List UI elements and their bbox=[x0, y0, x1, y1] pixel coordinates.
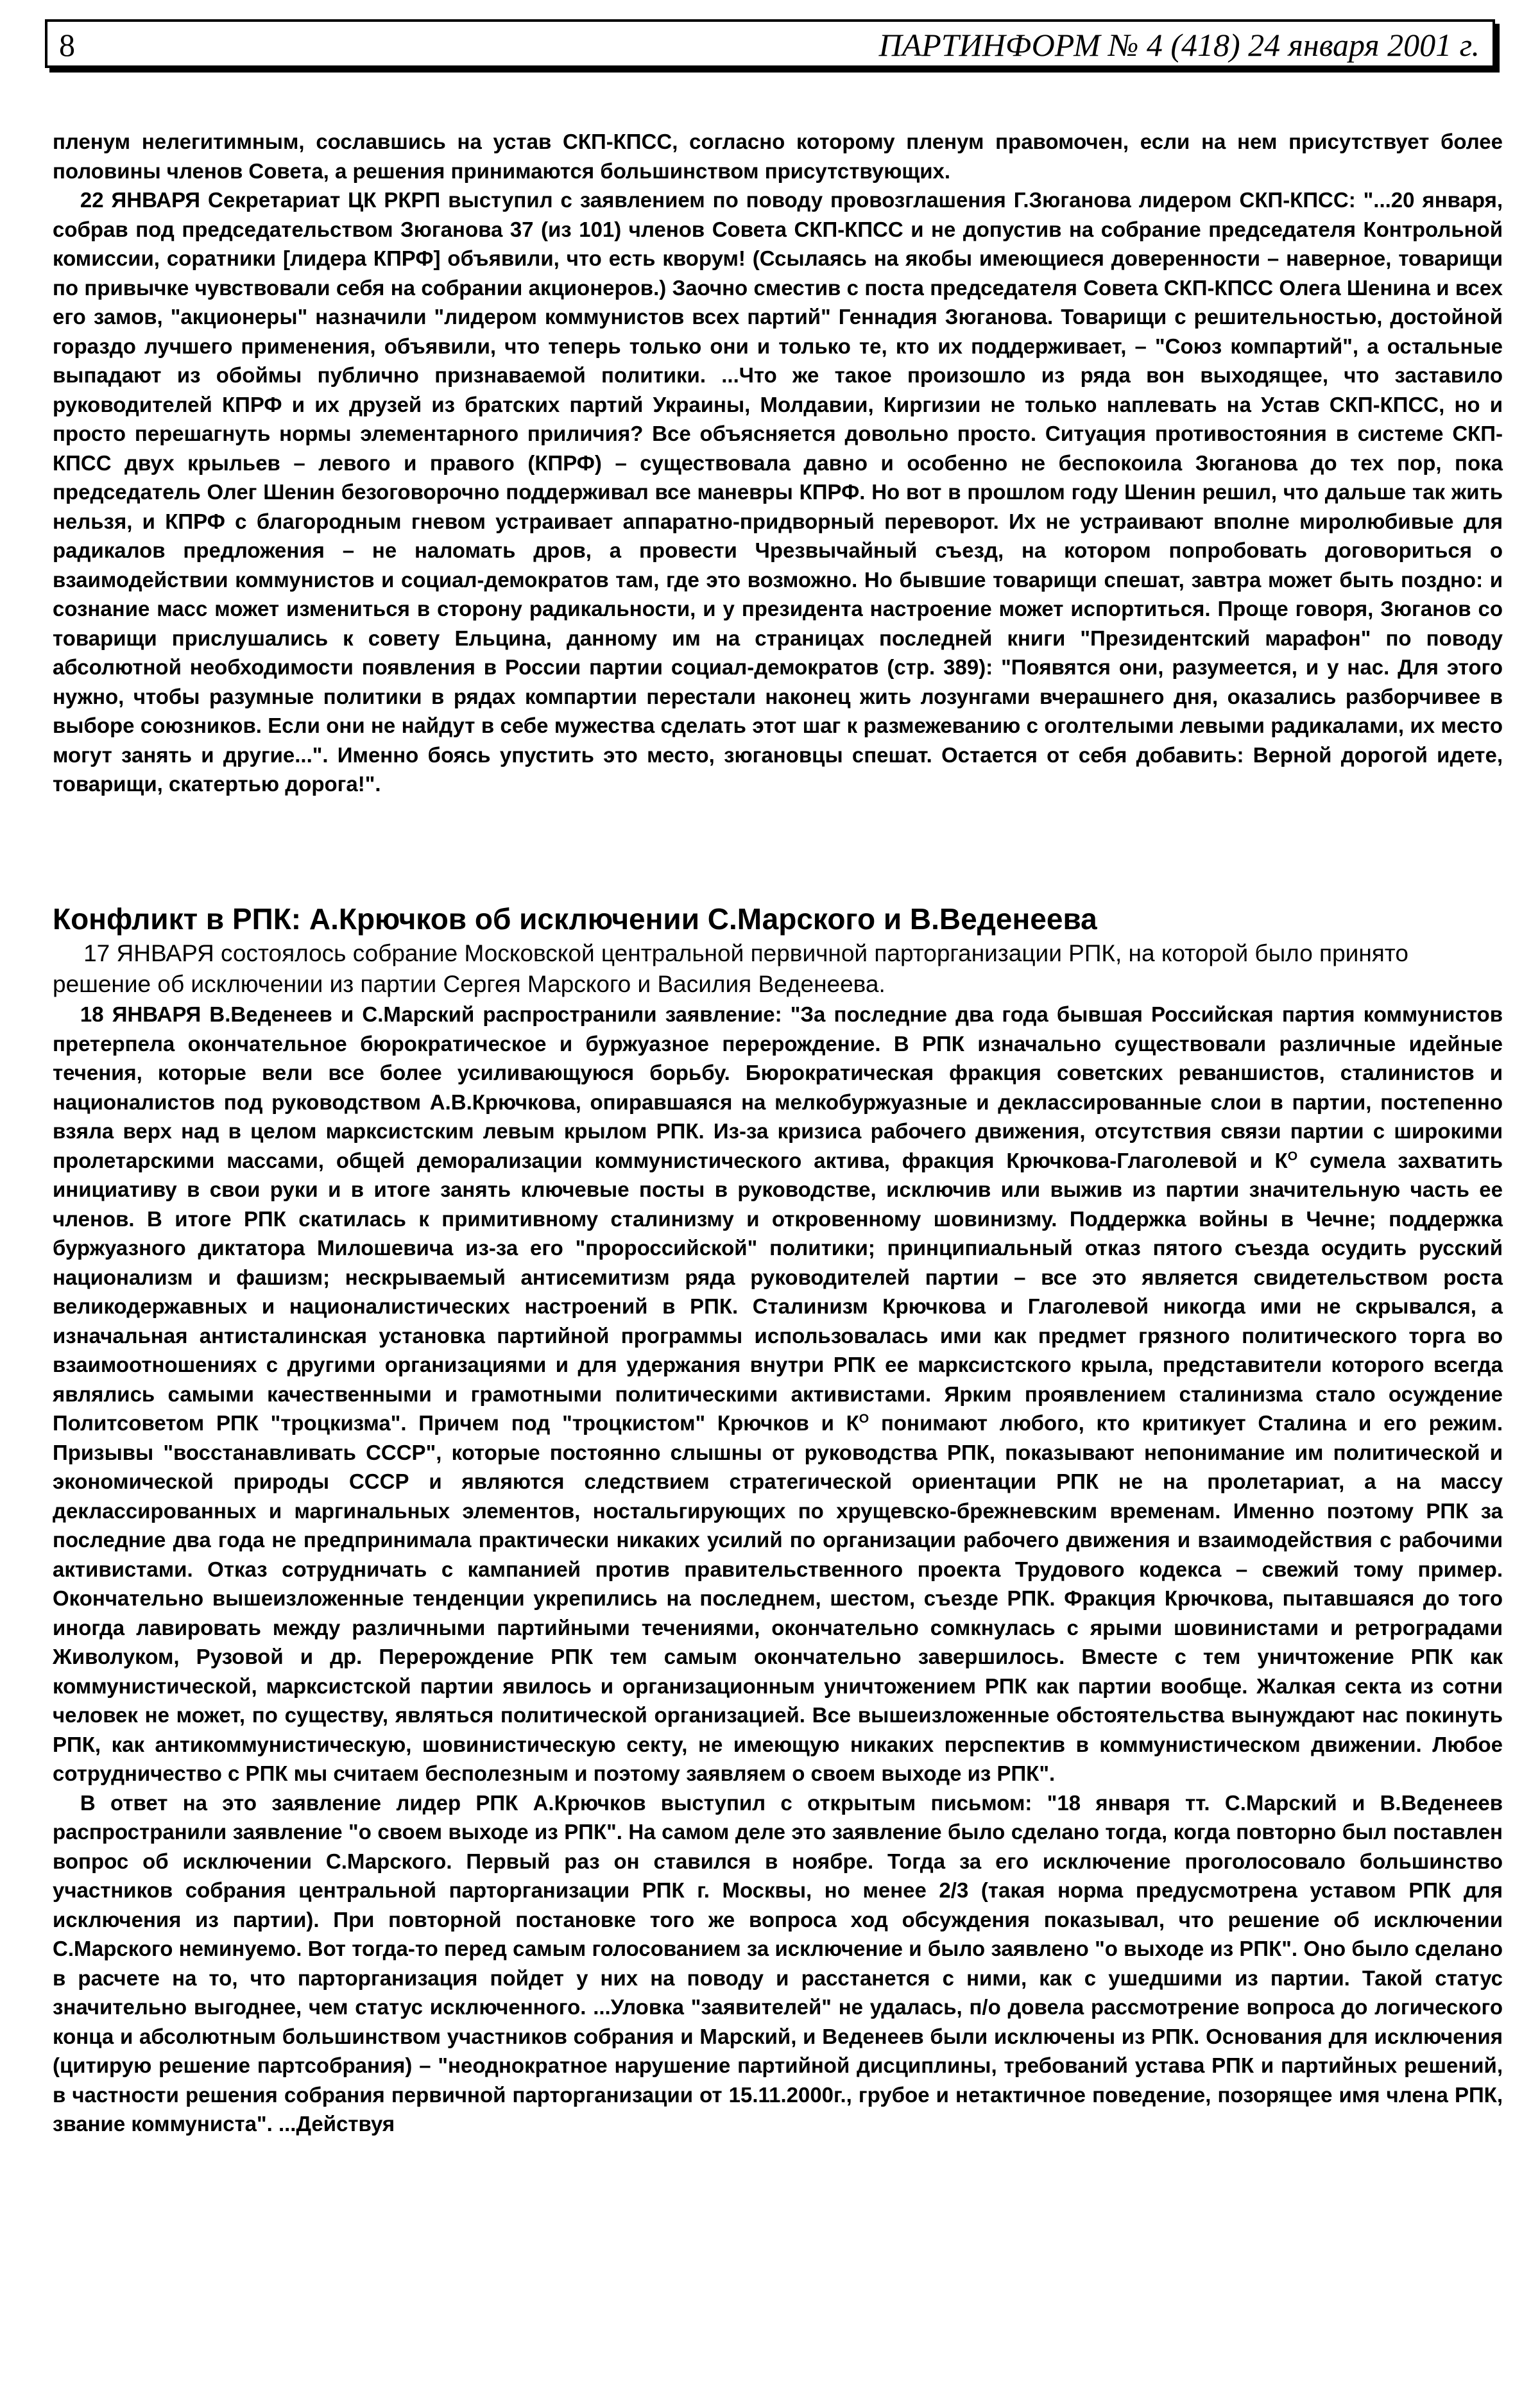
article-section-2 bbox=[53, 900, 1503, 2139]
statement-part-a: 18 ЯНВАРЯ В.Веденеев и С.Марский распространили заявление: "За последние два года бывшая Российская партия коммунистов претерпела окончательное бюрократическое и буржуазное перерождение. В РПК изначально существовали различные идейные течения, которые вели все более усиливающуюся борьбу. Бюрократическая фракция советских реваншистов, сталинистов и националистов под руководством А.В.Крючкова, опиравшаяся на мелкобуржуазные и деклассированные слои в партии, постепенно взяла верх над в целом марксистским левым крылом РПК. Из-за кризиса рабочего движения, отсутствия связи партии с широкими пролетарскими массами, общей деморализации коммунистического актива, фракция Крючкова-Глаголевой и К bbox=[53, 1002, 1503, 1172]
article-body-2 bbox=[53, 1000, 1503, 2139]
paragraph: В ответ на это заявление лидер РПК А.Крючков выступил с открытым письмом: "18 января тт. С.Марский и В.Веденеев распространили заявление "о своем выходе из РПК". На самом деле это заявление было сделано тогда, когда повторно был поставлен вопрос об исключении С.Марского. Первый раз он ставился в ноябре. Тогда за его исключение проголосовало большинство участников собрания центральной парторганизации РПК г. Москвы, но менее 2/3 (такая норма предусмотрена уставом РПК для исключения из партии). При повторной постановке того же вопроса ход обсуждения показывал, что решение об исключении С.Марского неминуемо. Вот тогда-то перед самым голосованием за исключение и было заявлено "о выходе из РПК". Оно было сделано в расчете на то, что парторганизация пойдет у них на поводу и расстанется с ними, как с ушедшими из партии. Такой статус значительно выгоднее, чем статус исключенного. ...Уловка "заявителей" не удалась, п/о довела рассмотрение вопроса до логического конца и абсолютным большинством участников собрания и Марский, и Веденеев были исключены из РПК. Основания для исключения (цитирую решение партсобрания) – "неоднократное нарушение партийной дисциплины, требований устава РПК и партийных решений, в частности решения собрания первичной парторганизации от 15.11.2000г., грубое и нетактичное поведение, позорящее имя члена РПК, звание коммуниста". ...Действуя bbox=[53, 1790, 1503, 2136]
statement-part-c: понимают любого, кто критикует Сталина и его режим. Призывы "восстанавливать СССР", которые постоянно слышны от руководства РПК, показывают непонимание им политической и экономической природы СССР и являются следствием стратегической ориентации РПК не на пролетариат, а на массу деклассированных и маргинальных элементов, ностальгирующих по хрущевско-брежневским временам. Именно поэтому РПК за последние два года не предпринимала практически никаких усилий по организации рабочего движения и взаимодействия с рабочими активистами. Отказ сотрудничать с кампанией против правительственного проекта Трудового кодекса – свежий тому пример. Окончательно вышеизложенные тенденции укрепились на последнем, шестом, съезде РПК. Фракция Крючкова, пытавшаяся до того иногда лавировать между различными партийными течениями, окончательно сомкнулась с ярыми шовинистами и ретроградами Живолуком, Рузовой и др. Перерождение РПК тем самым окончательно завершилось. Вместе с тем уничтожение РПК как коммунистической, марксистской партии явилось и организационным уничтожением РПК как партии вообще. Жалкая секта из сотни человек не может, по существу, являться политической организацией. Все вышеизложенные обстоятельства вынуждают нас покинуть РПК, как антикоммунистическую, шовинистическую секту, не имеющую никаких перспектив в коммунистическом движении. Любое сотрудничество с РПК мы считаем бесполезным и поэтому заявляем о своем выходе из РПК". bbox=[53, 1411, 1503, 1785]
statement-part-b: сумела захватить инициативу в свои руки и в итоге занять ключевые посты в руководстве, исключив или выжив из партии значительную часть ее членов. В итоге РПК скатилась к примитивному сталинизму и откровенному шовинизму. Поддержка войны в Чечне; поддержка буржуазного диктатора Милошевича из-за его "пророссийской" политики; принципиальный отказ пятого съезда осудить русский национализм и фашизм; нескрываемый антисемитизм ряда руководителей партии – все это является свидетельством роста великодержавных и националистических настроений в РПК. Сталинизм Крючкова и Глаголевой никогда ими не скрывался, а изначальная антисталинская установка партийной программы использовалась ими как предмет грязного политического торга во взаимоотношениях с другими организациями и для удержания внутри РПК ее марксистского крыла, представители которого всегда являлись самыми качественными и грамотными политическими активистами. Ярким проявлением сталинизма стало осуждение Политсоветом РПК "троцкизма". Причем под "троцкистом" Крючков и К bbox=[53, 1148, 1503, 1435]
paragraph: 22 ЯНВАРЯ Секретариат ЦК РКРП выступил с заявлением по поводу провозглашения Г.Зюганова лидером СКП-КПСС: "...20 января, собрав под председательством Зюганова 37 (из 101) членов Совета СКП-КПСС и не допустив на собрание председателя Контрольной комиссии, соратники [лидера КПРФ] объявили, что есть кворум! (Ссылаясь на якобы имеющиеся доверенности – наверное, товарищи по привычке чувствовали себя на собрании акционеров.) Заочно сместив с поста председателя Совета СКП-КПСС Олега Шенина и всех его замов, "акционеры" назначили "лидером коммунистов всех партий" Геннадия Зюганова. Товарищи с решительностью, достойной гораздо лучшего применения, объявили, что теперь только они и только те, кто их поддерживает, – "Союз компартий", а остальные выпадают из обоймы публично признаваемой политики. ...Что же такое произошло из ряда вон выходящее, что заставило руководителей КПРФ и их друзей из братских партий Украины, Молдавии, Киргизии не только наплевать на Устав СКП-КПСС, но и просто перешагнуть нормы элементарного приличия? Все объясняется довольно просто. Ситуация противостояния в системе СКП-КПСС двух крыльев – левого и правого (КПРФ) – существовала давно и особенно не беспокоила Зюганова до тех пор, пока председатель Олег Шенин безоговорочно поддерживал все маневры КПРФ. Но вот в прошлом году Шенин решил, что дальше так жить нельзя, и КПРФ с благородным гневом устраивает аппаратно-придворный переворот. Их не устраивают вполне миролюбивые для радикалов предложения – не наломать дров, а провести Чрезвычайный съезд, на котором попробовать договориться о взаимодействии коммунистов и социал-демократов там, где это возможно. Но бывшие товарищи спешат, завтра может быть поздно: и сознание масс может измениться в сторону радикальности, и у президента настроение может испортиться. Проще говоря, Зюганов со товарищи прислушались к совету Ельцина, данному им на страницах последней книги "Президентский марафон" по поводу абсолютной необходимости появления в России партии социал-демократов (стр. 389): "Появятся они, разумеется, и у нас. Для этого нужно, чтобы разумные политики в рядах компартии перестали наконец жить лозунгами вчерашнего дня, оказались разборчивее в выборе союзников. Если они не найдут в себе мужества сделать этот шаг к размежеванию с оголтелыми левыми радикалами, их место могут занять и другие...". Именно боясь упустить это место, зюгановцы спешат. Остается от себя добавить: Верной дорогой идете, товарищи, скатертью дорога!". bbox=[53, 188, 1503, 796]
article-intro: 17 ЯНВАРЯ состоялось собрание Московской центральной первичной парторганизации РПК, на которой было принято решение об исключении из партии Сергея Марского и Василия Веденеева. bbox=[53, 940, 1408, 997]
article-body-1 bbox=[53, 127, 1503, 799]
page-number: 8 bbox=[59, 27, 75, 63]
page-header bbox=[45, 19, 1495, 68]
article-section-1 bbox=[53, 127, 1503, 799]
superscript-o: О bbox=[1287, 1149, 1298, 1163]
publication-title: ПАРТИНФОРМ № 4 (418) 24 января 2001 г. bbox=[878, 27, 1480, 63]
superscript-o: О bbox=[859, 1412, 869, 1426]
paragraph bbox=[53, 1000, 1503, 1788]
paragraph: пленум нелегитимным, сославшись на устав СКП-КПСС, согласно которому пленум правомочен, если на нем присутствует более половины членов Совета, а решения принимаются большинством присутствующих. bbox=[53, 130, 1503, 183]
article-heading: Конфликт в РПК: А.Крючков об исключении С.Марского и В.Веденеева bbox=[53, 902, 1097, 936]
